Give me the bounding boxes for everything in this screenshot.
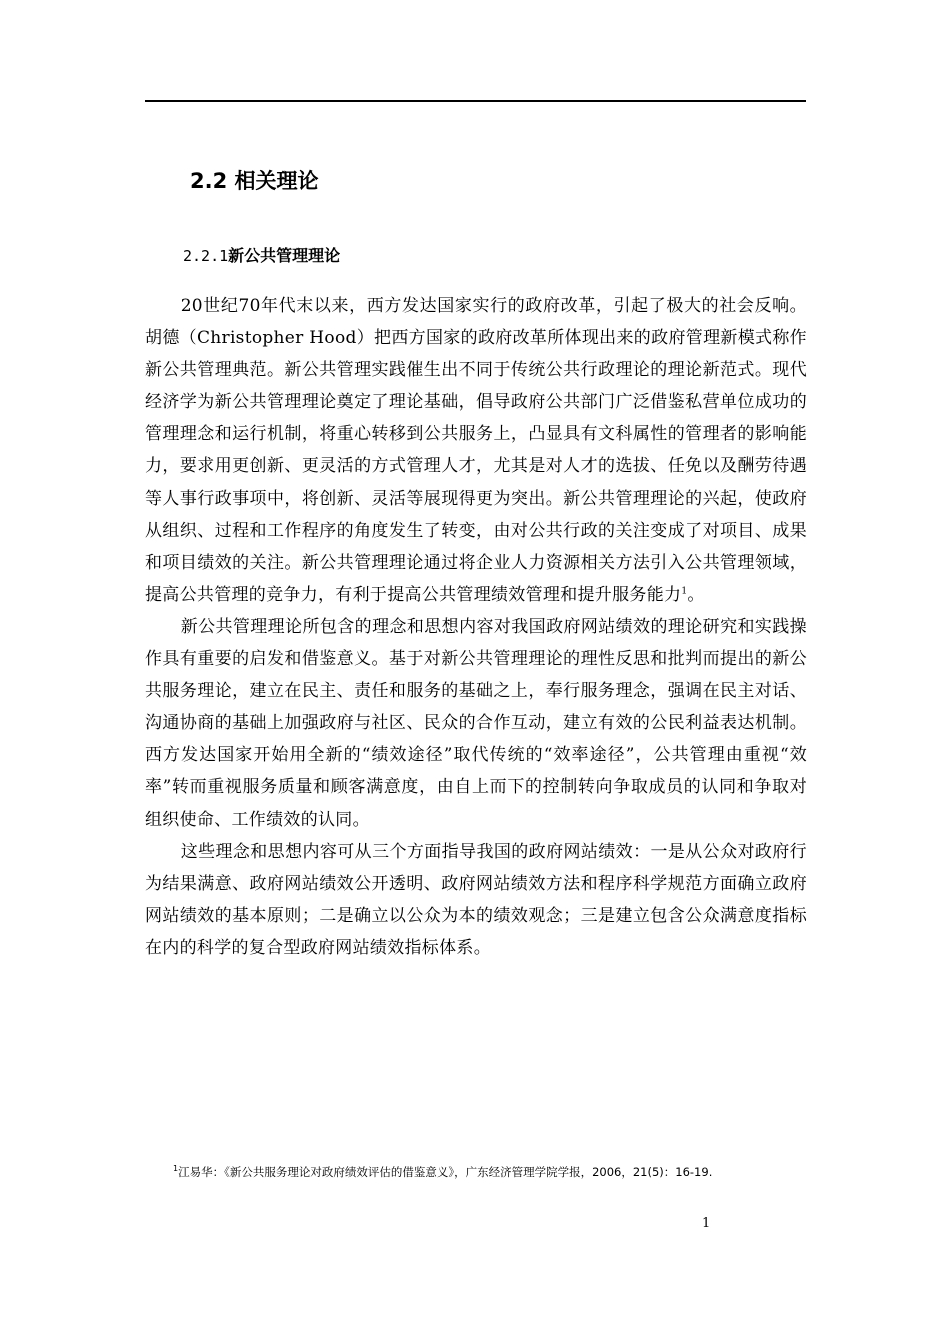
section-heading: 2.2 相关理论 [190,169,319,193]
footnote [145,1162,807,1182]
body-text [145,290,807,964]
page-number: 1 [702,1216,711,1231]
subsection-title: 新公共管理理论 [228,246,341,265]
footnote-marker: 1 [173,1164,179,1174]
subsection-number: 2.2.1 [183,247,229,265]
paragraph: 这些理念和思想内容可从三个方面指导我国的政府网站绩效：一是从公众对政府行为结果满意、政府网站绩效公开透明、政府网站绩效方法和程序科学规范方面确立政府网站绩效的基本原则；二是确立以公众为本的绩效观念；三是建立包含公众满意度指标在内的科学的复合型政府网站绩效指标体系。 [145,841,807,958]
subsection-heading [183,244,340,268]
paragraph: 新公共管理理论所包含的理念和思想内容对我国政府网站绩效的理论研究和实践操作具有重要的启发和借鉴意义。基于对新公共管理理论的理性反思和批判而提出的新公共服务理论，建立在民主、责任和服务的基础之上，奉行服务理念，强调在民主对话、沟通协商的基础上加强政府与社区、民众的合作互动，建立有效的公民利益表达机制。西方发达国家开始用全新的“绩效途径”取代传统的“效率途径”，公共管理由重视“效率”转而重视服务质量和顾客满意度，由自上而下的控制转向争取成员的认同和争取对组织使命、工作绩效的认同。 [145,616,807,830]
paragraph-end: 。 [687,584,705,605]
paragraph-text: 20世纪70年代末以来，西方发达国家实行的政府改革，引起了极大的社会反响。胡德（Christopher Hood）把西方国家的政府改革所体现出来的政府管理新模式称作新公共管理典范。新公共管理实践催生出不同于传统公共行政理论的理论新范式。现代经济学为新公共管理理论奠定了理论基础，倡导政府公共部门广泛借鉴私营单位成功的管理理念和运行机制，将重心转移到公共服务上，凸显具有文科属性的管理者的影响能力，要求用更创新、更灵活的方式管理人才，尤其是对人才的选拔、任免以及酬劳待遇等人事行政事项中，将创新、灵活等展现得更为突出。新公共管理理论的兴起，使政府从组织、过程和工作程序的角度发生了转变，由对公共行政的关注变成了对项目、成果和项目绩效的关注。新公共管理理论通过将企业人力资源相关方法引入公共管理领域，提高公共管理的竞争力，有利于提高公共管理绩效管理和提升服务能力 [145,296,807,605]
paragraph [145,290,807,611]
footnote-reference[interactable]: 1 [681,586,688,597]
header-rule [145,100,806,102]
footnote-text: 江易华：《新公共服务理论对政府绩效评估的借鉴意义》，广东经济管理学院学报，2006，21(5)：16-19. [178,1165,713,1179]
